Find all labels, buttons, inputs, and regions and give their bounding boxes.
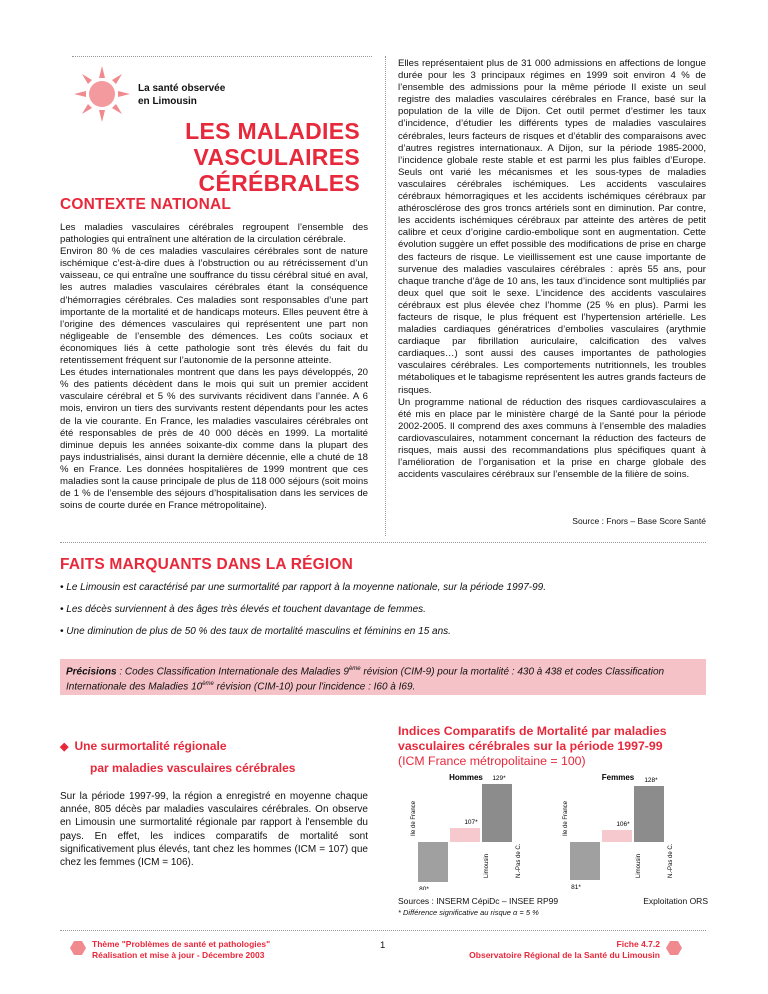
precisions-label: Précisions (66, 666, 117, 678)
data-label: 80* (419, 886, 429, 890)
contexte-source: Source : Fnors – Base Score Santé (572, 516, 706, 526)
contexte-paragraph: Un programme national de réduction des risques cardiovasculaires a été mis en place par le ministère chargé de la Santé pour la période 2002-2005. Il comprend des axes communs à l’ensemble des maladies cardiovasculaires, notamment concernant la réduction des facteurs de risques, mais aussi des recommandations plus spécifiques quant à l’amélioration de l’organisation et la prise en charge globale des accidents vasculaires cérébraux sur l’ensemble de la filière de soins. (398, 396, 706, 481)
precisions-sup: ème (202, 681, 214, 688)
page-number: 1 (380, 940, 386, 951)
data-label: 106* (616, 821, 630, 828)
category-label: Ile de France (563, 800, 569, 836)
precisions-box (60, 659, 706, 695)
column-divider (385, 56, 386, 536)
faits-bullet-text: Une diminution de plus de 50 % des taux de mortalité masculins et féminins en 15 ans. (66, 626, 451, 637)
surmortalite-body: Sur la période 1997-99, la région a enregistré en moyenne chaque année, 805 décès par maladies vasculaires cérébrales. On observe en Limousin une surmortalité régionale par rapport à l'ensemble du pays. En effet, les indices comparatifs de mortalité sont significativement plus élevés, tant chez les hommes (ICM = 107) que chez les femmes (ICM = 106). (60, 791, 368, 869)
contexte-paragraph: Les études internationales montrent que dans les pays développés, 20 % des patients décèdent dans le mois qui suit un premier accident vasculaire cérébral et 5 % des survivants récidivent dans l’année. A 6 mois, environ un tiers des survivants restent dépendants pour les actes de la vie courante. En France, les maladies vasculaires cérébrales ont été responsables de près de 40 000 décès en 1999. La mortalité diminue depuis les années soixante-dix comme dans la plupart des pays industrialisés, ainsi durant la dernière décennie, elle a chuté de 18 % en France. Les données hospitalières de 1999 montrent que ces maladies sont la cause principale de plus de 118 000 séjours (soit moins de 1 % de l’ensemble des séjours d’hospitalisation dans les services de soins de courte durée en France métropolitaine). (60, 367, 368, 512)
chart-source: Sources : INSERM CépiDc – INSEE RP99 (398, 896, 559, 906)
contexte-paragraph: Les maladies vasculaires cérébrales regroupent l’ensemble des pathologies qui entraînent une altération de la circulation cérébrale. (60, 222, 368, 246)
data-label: 81* (571, 884, 581, 890)
page-title (60, 118, 360, 196)
chart-note: * Différence significative au risque α = 5 % (398, 908, 539, 917)
surmortalite-heading (60, 736, 295, 779)
footer-theme-line1: Thème "Problèmes de santé et pathologies" (92, 939, 271, 949)
brand-line2: en Limousin (138, 96, 197, 107)
faits-heading: FAITS MARQUANTS DANS LA RÉGION (60, 556, 354, 573)
chart-subtitle: (ICM France métropolitaine = 100) (398, 754, 586, 768)
brand-line1: La santé observée (138, 83, 226, 94)
faits-bullet-text: Les décès surviennent à des âges très élevés et touchent davantage de femmes. (66, 604, 426, 615)
footer-divider (60, 930, 706, 931)
surmortalite-heading-line2: par maladies vasculaires cérébrales (90, 761, 296, 775)
chart-bar (418, 842, 448, 882)
contexte-paragraph: Environ 80 % de ces maladies vasculaires cérébrales sont de nature ischémique c’est-à-dire dues à l’obstruction ou au rétrécissement d’un vaisseau, ce qui entraîne une souffrance du tissu cérébral situé en aval, les autres maladies vasculaires cérébrales étant la conséquence d’hémorragies cérébrales. Ces maladies sont responsables d’une part importante de la mortalité et de handicaps moteurs. Elles peuvent être à l’origine des démences vasculaires qui représentent une part non négligeable de l’ensemble des démences. Les coûts sociaux et économiques liés à cette pathologie sont très élevés du fait du retentissement fréquent sur l’autonomie de la personne atteinte. (60, 246, 368, 367)
faits-bullet: • Une diminution de plus de 50 % des taux de mortalité masculins et féminins en 15 ans. (60, 626, 451, 637)
icm-bar-chart (398, 770, 708, 890)
chart-bar (450, 828, 480, 842)
series-name: Hommes (449, 773, 483, 782)
footer-fiche (440, 939, 660, 961)
contexte-body (60, 222, 368, 512)
hexagon-icon (70, 940, 86, 956)
contexte-paragraph: Elles représentaient plus de 31 000 admissions en affections de longue durée pour les 3 principaux régimes en 1999 soit environ 4 % de l’ensemble des admissions pour la même période Il existe un seul registre des maladies vasculaires cérébrales en France, basé sur la population de la ville de Dijon. Cet outil permet d’estimer les taux d’incidence, d’étudier les différents types de maladies vasculaires cérébrales, leurs facteurs de risques et d’établir des comparaisons avec d’autres registres internationaux. A Dijon, sur la période 1985-2000, l’incidence globale reste stable et est parmi les plus faibles d’Europe. Seuls ont varié les mécanismes et les sous-types de maladies vasculaires cérébrales ischémiques. Les accidents vasculaires cérébraux hémorragiques et les accidents ischémiques cérébraux par athérosclérose des gros troncs artériels sont en diminution. Par contre, les accidents ischémiques cérébraux par atteinte des artères de petit calibre et ceux d’origine cardio-embolique sont en augmentation. Cette évolution suggère un effet possible des modifications de prise en charge des facteurs de risque. Le vieillissement est une cause importante de survenue des maladies vasculaires cérébrales : après 55 ans, pour chaque tranche d’âge de 10 ans, les taux d’incidence sont multipliés par deux quel que soit le sexe. L’incidence des accidents vasculaires cérébraux est plus élevée chez l’homme (25 % en plus). Parmi les facteurs de risque, le plus fréquent est l’hypertension artérielle. Les maladies cardiaques génératrices d’embolies vasculaires (arythmie cardiaque par fibrillation auriculaire, calcification des valves cardiaques…) sont aussi des causes importantes de pathologies vasculaires cérébrales. Les comportements nutritionnels, les troubles métaboliques et le tabagisme représentent les autres grands facteurs de risques. (398, 58, 706, 396)
precisions-text: : Codes Classification Internationale des Maladies 9 (116, 666, 349, 678)
category-label: Limousin (484, 853, 490, 878)
faits-bullet: • Le Limousin est caractérisé par une surmortalité par rapport à la moyenne nationale, sur la période 1997-99. (60, 582, 546, 593)
series-name: Femmes (601, 773, 635, 782)
diamond-icon: ◆ (60, 741, 69, 753)
category-label: N.-Pas de C. (668, 843, 674, 878)
title-line1: LES MALADIES (185, 118, 360, 144)
chart-title (398, 724, 708, 769)
category-label: Ile de France (411, 800, 417, 836)
brand-label (138, 82, 225, 108)
data-label: 129* (492, 775, 506, 782)
category-label: Limousin (636, 853, 642, 878)
sun-icon (72, 64, 132, 124)
faits-bullet-text: Le Limousin est caractérisé par une surmortalité par rapport à la moyenne nationale, sur la période 1997-99. (66, 582, 546, 593)
chart-bar (602, 830, 632, 842)
data-label: 128* (644, 777, 658, 784)
contexte-right-column (398, 58, 706, 481)
chart-bar (482, 784, 512, 842)
chart-exploitation: Exploitation ORS (643, 896, 708, 906)
section-divider (60, 542, 706, 543)
category-label: N.-Pas de C. (516, 843, 522, 878)
chart-bar (570, 842, 600, 880)
top-divider (72, 56, 372, 57)
chart-title-text: Indices Comparatifs de Mortalité par maladies vasculaires cérébrales sur la période 1997-99 (398, 724, 667, 753)
chart-bar (634, 786, 664, 842)
hexagon-icon (666, 940, 682, 956)
surmortalite-heading-line1: Une surmortalité régionale (74, 739, 227, 753)
footer-fiche-line2: Observatoire Régional de la Santé du Limousin (469, 950, 660, 960)
footer-theme-line2: Réalisation et mise à jour - Décembre 2003 (92, 950, 265, 960)
precisions-text: révision (CIM-10) pour l'incidence : I60 à I69. (213, 681, 416, 693)
precisions-sup: ème (348, 666, 361, 672)
contexte-heading: CONTEXTE NATIONAL (60, 196, 232, 213)
faits-bullet: • Les décès surviennent à des âges très élevés et touchent davantage de femmes. (60, 604, 426, 615)
data-label: 107* (464, 819, 478, 826)
title-line2: VASCULAIRES CÉRÉBRALES (193, 144, 360, 196)
footer-fiche-line1: Fiche 4.7.2 (616, 939, 660, 949)
footer-theme (92, 939, 270, 961)
precisions-text: révision (CIM-9) pour la mortalité : 430 à 438 et codes Classification Internationale des Maladies 10 (66, 666, 665, 693)
